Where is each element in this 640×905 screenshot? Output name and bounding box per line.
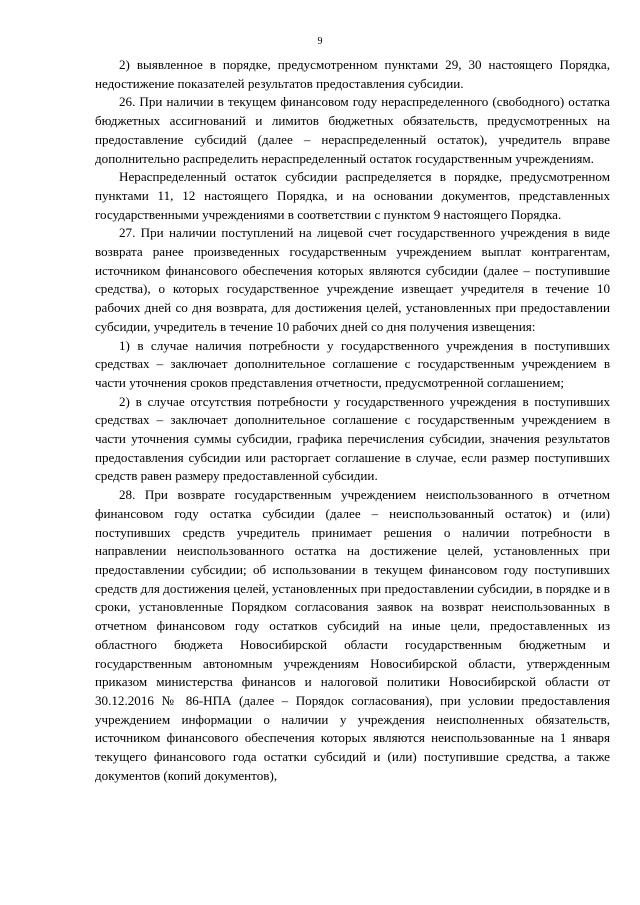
paragraph-27-item-2: 2) в случае отсутствия потребности у государственного учреждения в поступивших средствах – заключает дополнительное соглашение с государственным учреждением в части уточнения суммы субсидии, графика перечисления субсидии, значения результатов предоставления субсидии или расторгает соглашение в случае, если размер поступивших средств равен размеру предоставленной субсидии. xyxy=(95,393,610,484)
paragraph-27-received-funds: 27. При наличии поступлений на лицевой счет государственного учреждения в виде возврата ранее произведенных государственным учреждением выплат контрагентам, источником финансового обеспечения которых являются субсидии (далее – поступившие средства), о которых государственное учреждение извещает учредителя в течение 10 рабочих дней со дня возврата, для достижения целей, установленных при предоставлении субсидии, учредитель в течение 10 рабочих дней со дня получения извещения: xyxy=(95,225,610,334)
document-body xyxy=(95,56,610,785)
paragraph-26-unallocated-balance: 26. При наличии в текущем финансовом году нераспределенного (свободного) остатка бюджетных ассигнований и лимитов бюджетных обязательств, предусмотренных на предоставление субсидий (далее – нераспределенный остаток), учредитель вправе дополнительно распределить нераспределенный остаток государственным учреждениям. xyxy=(95,94,610,166)
paragraph-28-unused-balance: 28. При возврате государственным учреждением неиспользованного в отчетном финансовом году остатка субсидии (далее – неиспользованный остаток) и (или) поступивших средств учредитель принимает решения о наличии потребности в направлении неиспользованного остатка на достижение целей, установленных при предоставлении субсидии; об использовании в текущем финансовом году поступивших средств для достижения целей, установленных при предоставлении субсидии, в порядке и в сроки, установленные Порядком согласования заявок на возврат неиспользованных в отчетном финансовом году остатков субсидий на иные цели, предоставленных из областного бюджета Новосибирской области государственным бюджетным и государственным автономным учреждениям Новосибирской области, утвержденным приказом министерства финансов и налоговой политики Новосибирской области от 30.12.2016 № 86-НПА (далее – Порядок согласования), при условии предоставления учреждением информации о наличии у учреждения неисполненных обязательств, источником финансового обеспечения которых являются неиспользованные на 1 января текущего финансового года остатки субсидий и (или) поступившие средства, а также документов (копий документов), xyxy=(95,487,610,783)
paragraph-27-item-1: 1) в случае наличия потребности у государственного учреждения в поступивших средствах – заключает дополнительное соглашение с государственным учреждением в части уточнения сроков представления отчетности, предусмотренной соглашением; xyxy=(95,337,610,390)
paragraph-26-distribution: Нераспределенный остаток субсидии распределяется в порядке, предусмотренном пунктами 11, 12 настоящего Порядка, и на основании документов, представленных государственными учреждениями в соответствии с пунктом 9 настоящего Порядка. xyxy=(95,169,610,222)
paragraph-item-2-shortfall: 2) выявленное в порядке, предусмотренном пунктами 29, 30 настоящего Порядка, недостижение показателей результатов предоставления субсидии. xyxy=(95,57,610,91)
page-number: 9 xyxy=(317,36,323,47)
